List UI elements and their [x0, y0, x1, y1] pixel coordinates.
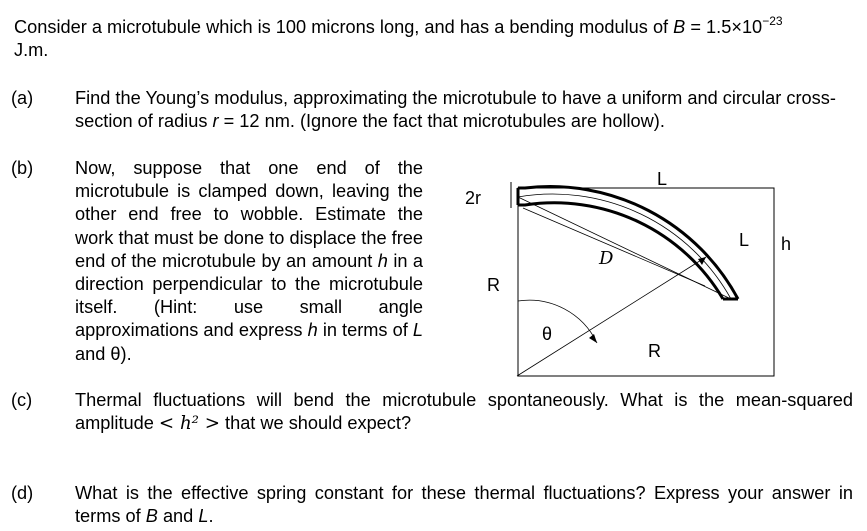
part-c — [11, 389, 853, 435]
mean-square-h: < h² > — [158, 413, 220, 435]
intro-value: = 1.5×10 — [685, 17, 763, 37]
part-d-label: (d) — [11, 483, 34, 503]
label-L-right: L — [739, 230, 750, 250]
intro-exponent: −23 — [762, 13, 783, 28]
part-b-text-3: in terms of — [317, 320, 413, 341]
part-b — [11, 157, 423, 366]
part-d-text: What is the effective spring constant for these thermal fluctuations? Express your answer in terms of — [75, 483, 853, 527]
label-L-top: L — [657, 169, 668, 189]
var-L: L — [412, 320, 423, 341]
part-b-text-4: and θ). — [75, 343, 132, 364]
part-b-label: (b) — [11, 158, 34, 178]
part-d — [11, 482, 853, 528]
label-D: D — [599, 248, 614, 269]
intro-paragraph — [14, 13, 859, 62]
intro-text: Consider a microtubule which is 100 microns long, and has a bending modulus of — [14, 17, 674, 37]
part-d-text-3: . — [208, 506, 214, 527]
part-a — [11, 87, 853, 133]
radius-line — [517, 257, 706, 376]
part-c-text-end: that we should expect? — [219, 413, 412, 434]
part-b-text: Now, suppose that one end of the microtubule is clamped down, leaving the other end free to wobble. Estimate the work that must be done to displace the free end of the microtubule by an amount — [75, 158, 423, 271]
label-R-left: R — [487, 275, 500, 295]
label-R-bottom: R — [648, 341, 661, 361]
part-b-text-2: in a direction perpendicular to the microtubule itself. (Hint: use small angle approximations and express — [75, 250, 423, 341]
tube-inner-edge — [518, 203, 723, 299]
var-B: B — [673, 17, 686, 37]
part-a-label: (a) — [11, 88, 34, 108]
label-2r: 2r — [465, 188, 482, 208]
part-a-text: Find the Young’s modulus, approximating the microtubule to have a uniform and circular cross-section of radius — [75, 88, 836, 132]
var-B-d: B — [145, 506, 158, 527]
part-c-label: (c) — [11, 390, 33, 410]
var-h-2: h — [307, 320, 318, 341]
var-h: h — [377, 250, 388, 271]
theta-arc — [518, 300, 597, 343]
label-h: h — [781, 234, 792, 254]
var-L-d: L — [198, 506, 209, 527]
theta-arrowhead — [589, 334, 597, 343]
part-c-text: Thermal fluctuations will bend the microtubule spontaneously. What is the mean-squared amplitude — [75, 390, 853, 434]
var-r: r — [212, 111, 219, 132]
part-a-text-end: = 12 nm. (Ignore the fact that microtubules are hollow). — [218, 111, 665, 132]
part-d-text-2: and — [157, 506, 199, 527]
bending-figure — [455, 160, 855, 380]
intro-units: J.m. — [14, 40, 49, 61]
label-theta: θ — [542, 324, 553, 344]
